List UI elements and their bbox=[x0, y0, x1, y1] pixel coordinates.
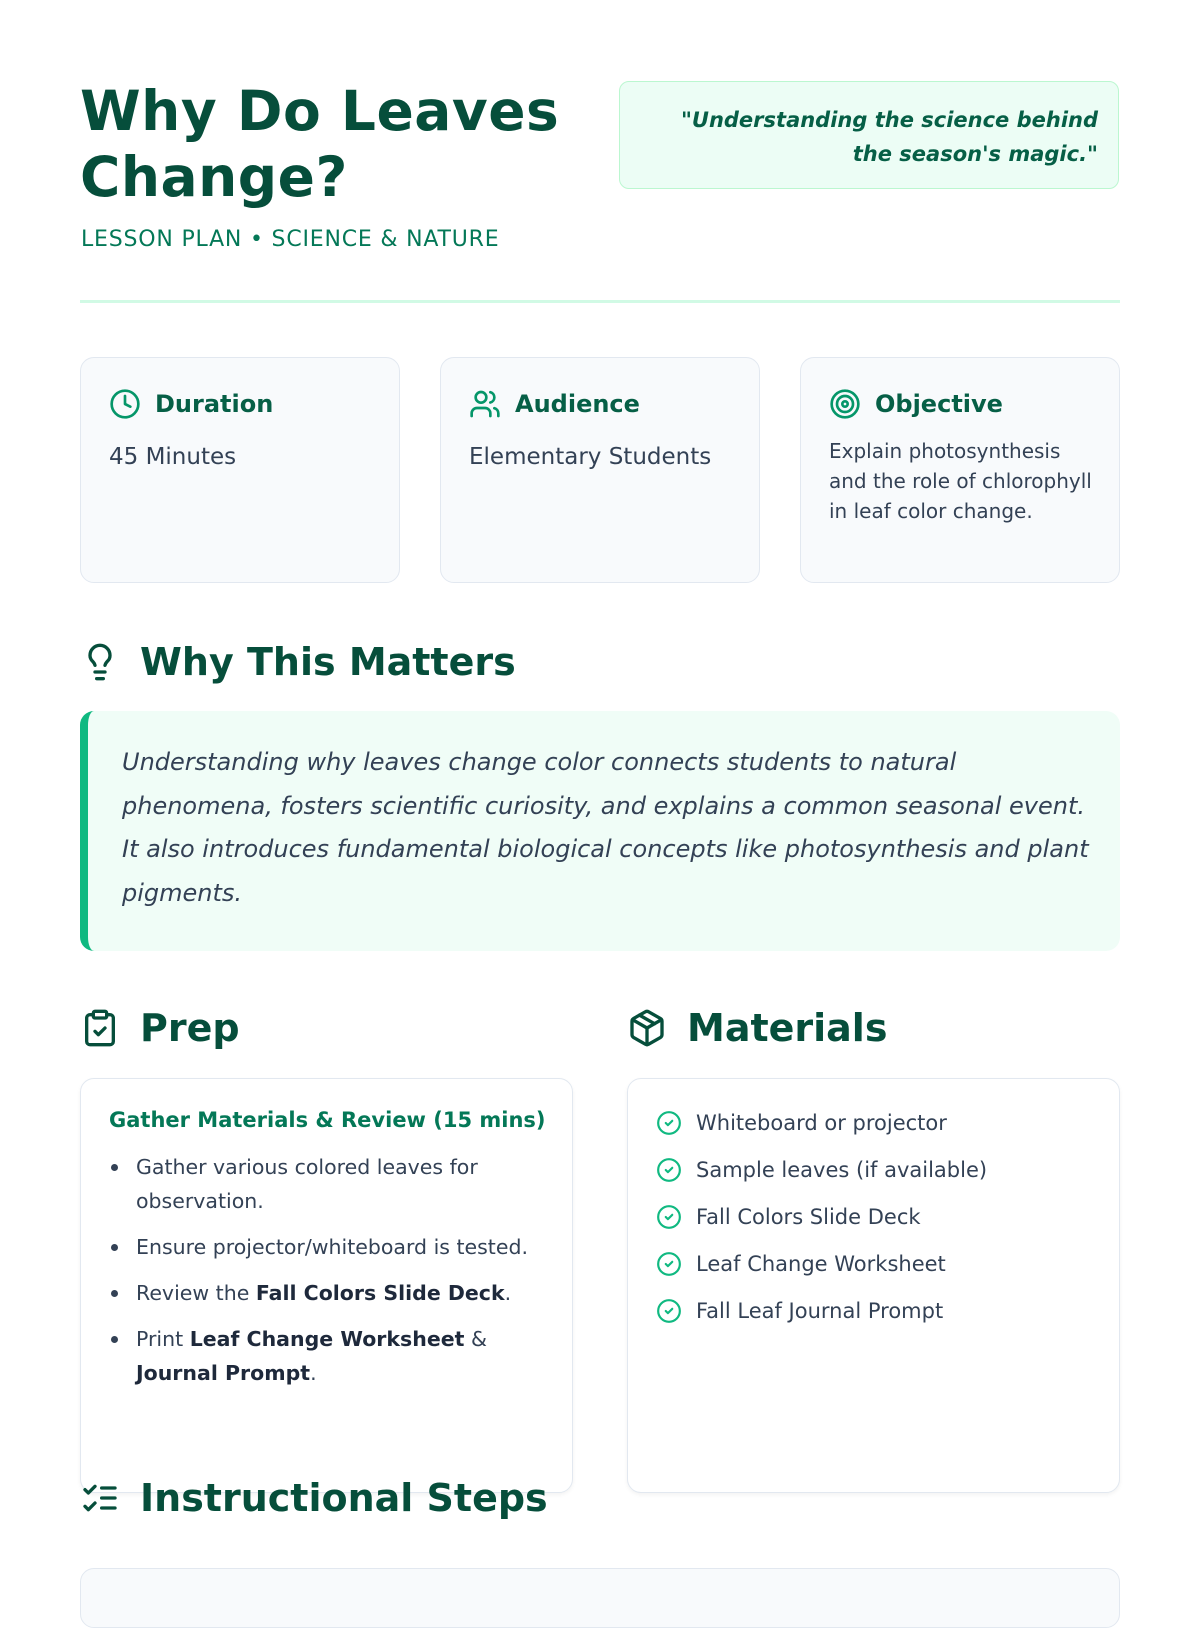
why-section-header bbox=[80, 640, 516, 684]
materials-list bbox=[656, 1106, 1099, 1328]
list-item: Whiteboard or projector bbox=[656, 1106, 1099, 1140]
prep-panel bbox=[80, 1078, 573, 1493]
clipboard-check-icon bbox=[80, 1008, 120, 1048]
list-item: Gather various colored leaves for observation. bbox=[109, 1150, 548, 1218]
header-quote-box bbox=[619, 81, 1119, 189]
check-circle-icon bbox=[656, 1157, 682, 1183]
duration-value: 45 Minutes bbox=[109, 444, 237, 470]
lightbulb-icon bbox=[80, 642, 120, 682]
why-callout bbox=[80, 711, 1120, 951]
prep-section-header bbox=[80, 1006, 240, 1050]
prep-list bbox=[109, 1150, 548, 1390]
target-icon bbox=[829, 388, 861, 420]
audience-value: Elementary Students bbox=[469, 444, 712, 470]
duration-card bbox=[80, 357, 400, 583]
materials-title: Materials bbox=[687, 1006, 888, 1050]
why-title: Why This Matters bbox=[140, 640, 516, 684]
page-subtitle: LESSON PLAN • SCIENCE & NATURE bbox=[81, 227, 500, 252]
list-item: Print Leaf Change Worksheet & Journal Prompt. bbox=[109, 1322, 548, 1390]
check-circle-icon bbox=[656, 1110, 682, 1136]
check-circle-icon bbox=[656, 1204, 682, 1230]
list-item: Review the Fall Colors Slide Deck. bbox=[109, 1276, 548, 1310]
audience-label: Audience bbox=[515, 390, 640, 418]
list-item: Ensure projector/whiteboard is tested. bbox=[109, 1230, 548, 1264]
steps-card bbox=[80, 1568, 1120, 1628]
steps-title: Instructional Steps bbox=[140, 1476, 548, 1520]
clock-icon bbox=[109, 388, 141, 420]
prep-title: Prep bbox=[140, 1006, 240, 1050]
objective-label: Objective bbox=[875, 390, 1003, 418]
objective-value: Explain photosynthesis and the role of chlorophyll in leaf color change. bbox=[829, 439, 1092, 523]
header-divider bbox=[80, 300, 1120, 303]
page-title: Why Do Leaves Change? bbox=[80, 79, 560, 209]
list-item: Fall Colors Slide Deck bbox=[656, 1200, 1099, 1234]
duration-label: Duration bbox=[155, 390, 274, 418]
list-item: Fall Leaf Journal Prompt bbox=[656, 1294, 1099, 1328]
materials-panel bbox=[627, 1078, 1120, 1493]
list-checks-icon bbox=[80, 1478, 120, 1518]
check-circle-icon bbox=[656, 1298, 682, 1324]
prep-heading: Gather Materials & Review (15 mins) bbox=[109, 1108, 546, 1132]
list-item: Leaf Change Worksheet bbox=[656, 1247, 1099, 1281]
header-quote: "Understanding the science behind the season's magic." bbox=[680, 108, 1098, 166]
objective-card bbox=[800, 357, 1120, 583]
users-icon bbox=[469, 388, 501, 420]
materials-section-header bbox=[627, 1006, 887, 1050]
why-text: Understanding why leaves change color connects students to natural phenomena, fosters scientific curiosity, and explains a common seasonal event. It also introduces fundamental biological concepts like photosynthesis and plant pigments. bbox=[122, 748, 1089, 907]
check-circle-icon bbox=[656, 1251, 682, 1277]
list-item: Sample leaves (if available) bbox=[656, 1153, 1099, 1187]
steps-section-header bbox=[80, 1476, 548, 1520]
audience-card bbox=[440, 357, 760, 583]
package-icon bbox=[627, 1008, 667, 1048]
